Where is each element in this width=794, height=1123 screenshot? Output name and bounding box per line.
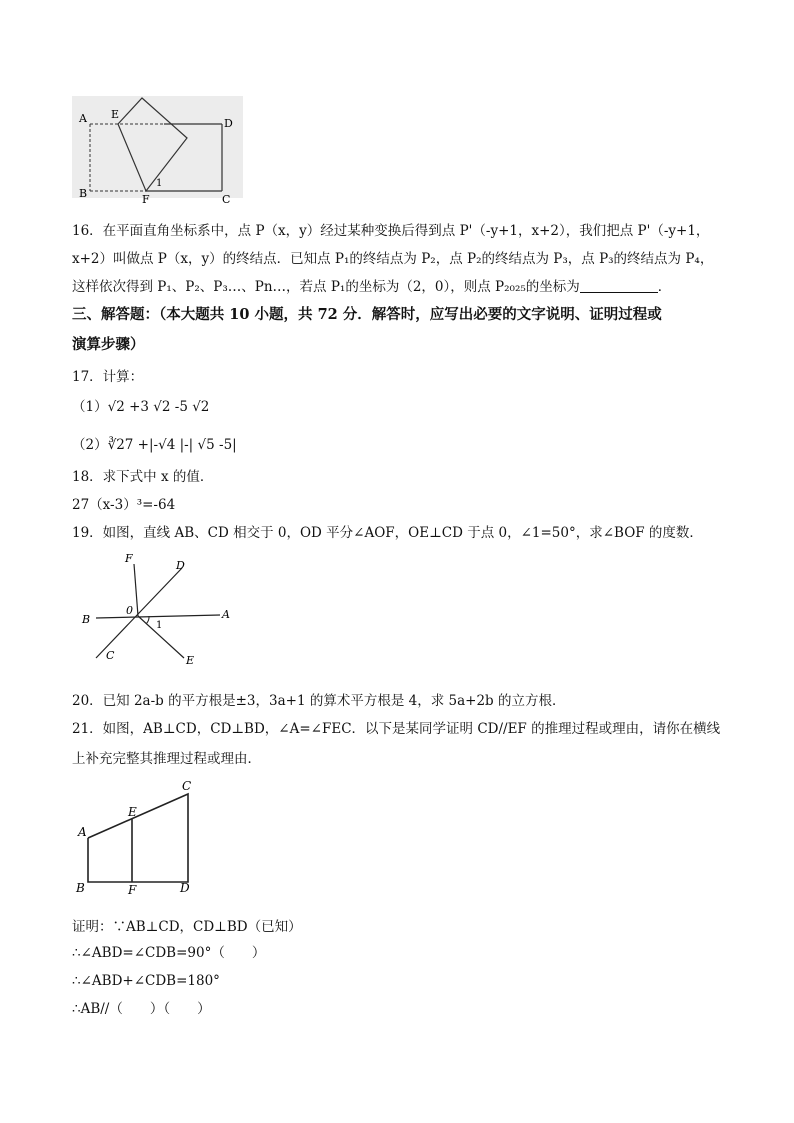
q17-part2-label: （2） [72, 437, 108, 453]
label-B: B [76, 881, 85, 895]
q16-line-3 [72, 278, 671, 296]
figure-q21 [72, 776, 212, 898]
q21-line-1: 21．如图，AB⊥CD，CD⊥BD，∠A=∠FEC．以下是某同学证明 CD//EF 的推理过程或理由，请你在横线 [72, 721, 721, 737]
q17-part2 [72, 436, 237, 454]
section3-heading-line-1: 三、解答题：（本大题共 10 小题，共 72 分．解答时，应写出必要的文字说明、证明过程或 [72, 306, 662, 323]
q17-part2-expr: ∛27 +|-√4 |-| √5 -5| [107, 437, 237, 453]
label-D: D [180, 881, 190, 895]
q19-text: 19．如图，直线 AB、CD 相交于 0，OD 平分∠AOF，OE⊥CD 于点 0，∠1=50°，求∠BOF 的度数． [72, 525, 703, 541]
q17-part1-label: （1） [72, 399, 108, 415]
q17-title: 17．计算： [72, 369, 144, 385]
section3-heading-line-2: 演算步骤） [72, 336, 145, 353]
label-E: E [128, 805, 137, 819]
figure-q19 [78, 548, 238, 670]
figure-q15-diagram [72, 96, 243, 206]
label-E: E [111, 108, 120, 121]
label-B: B [79, 187, 88, 200]
answer-blank[interactable] [580, 280, 658, 293]
q17-part1 [72, 398, 209, 416]
label-A: A [222, 608, 230, 621]
proof-line-4: ∴AB//（ ）（ ） [72, 1001, 211, 1017]
proof-line-2: ∴∠ABD=∠CDB=90°（ ） [72, 945, 266, 961]
q20-text: 20．已知 2a-b 的平方根是±3，3a+1 的算术平方根是 4，求 5a+2b 的立方根． [72, 693, 566, 709]
label-angle-1: 1 [156, 620, 163, 631]
q18-equation: 27（x-3）³=-64 [72, 497, 176, 513]
proof-line-1: 证明：∵AB⊥CD，CD⊥BD（已知） [72, 919, 302, 935]
label-O: 0 [126, 604, 133, 617]
q18-title: 18．求下式中 x 的值． [72, 469, 214, 485]
label-F: F [128, 883, 137, 897]
proof-line-3: ∴∠ABD+∠CDB=180° [72, 973, 220, 989]
label-C: C [106, 649, 115, 662]
q17-part1-expr: √2 +3 √2 -5 √2 [107, 399, 210, 415]
figure-q21-diagram [72, 776, 212, 898]
label-C: C [182, 779, 192, 793]
label-F: F [142, 193, 150, 206]
label-A: A [79, 112, 87, 125]
q21-line-2: 上补充完整其推理过程或理由． [72, 751, 261, 767]
q16-line-3-end: ． [657, 279, 672, 295]
label-A: A [78, 825, 87, 839]
q16-line-1: 16．在平面直角坐标系中，点 P（x，y）经过某种变换后得到点 P'（-y+1，x+2），我们把点 P'（-y+1， [72, 223, 710, 239]
q16-line-2: x+2）叫做点 P（x，y）的终结点．已知点 P₁的终结点为 P₂，点 P₂的终结点为 P₃，点 P₃的终结点为 P₄， [72, 251, 714, 267]
label-E: E [186, 654, 195, 667]
figure-q19-diagram [78, 548, 238, 670]
figure-q15 [72, 96, 243, 206]
label-B: B [82, 613, 91, 626]
label-D: D [176, 559, 185, 572]
label-F: F [125, 552, 133, 565]
label-C: C [222, 193, 231, 206]
label-angle-1: 1 [156, 178, 163, 189]
label-D: D [224, 117, 233, 130]
q16-line-3-text: 这样依次得到 P₁、P₂、P₃…、Pn…，若点 P₁的坐标为（2，0），则点 P₂₀₂₅的坐标为 [72, 279, 580, 295]
